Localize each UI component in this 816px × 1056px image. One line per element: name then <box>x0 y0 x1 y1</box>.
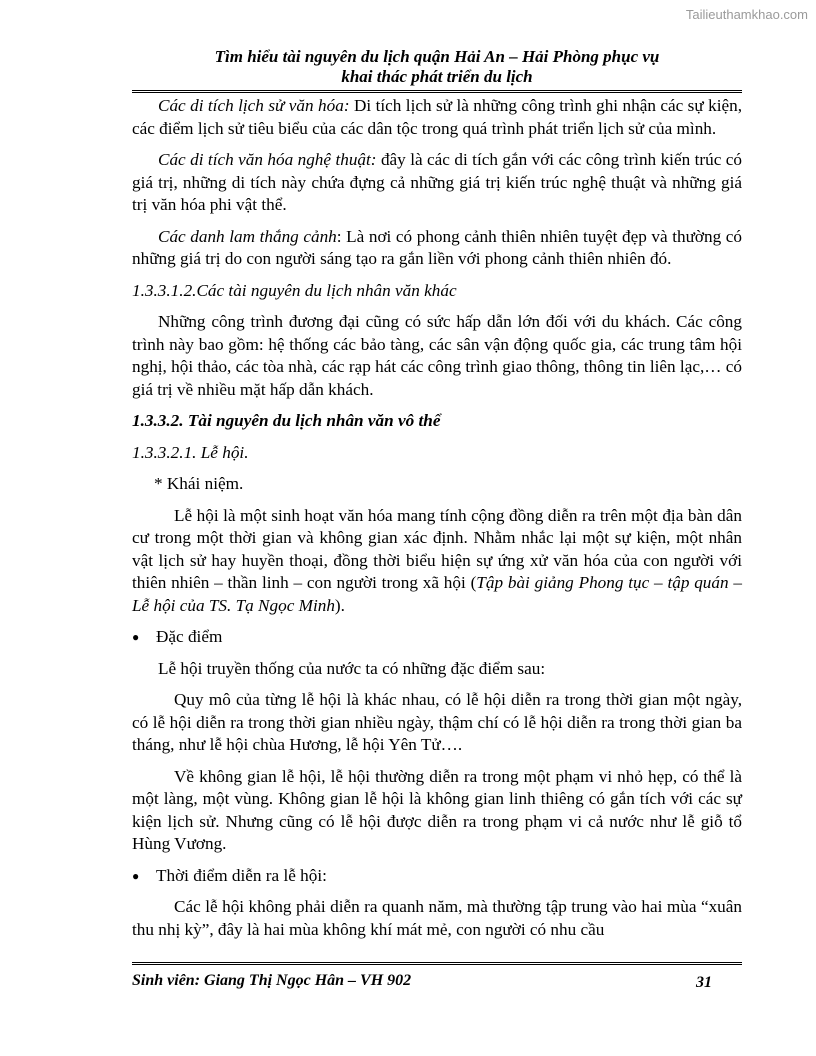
bullet-characteristics-label: Đặc điểm <box>156 627 223 646</box>
citation-end: ). <box>334 595 345 615</box>
bullet-dot-icon: ● <box>132 868 140 883</box>
paragraph-traditional-festivals: Lễ hội truyền thống của nước ta có những đặc điểm sau: <box>158 658 546 678</box>
page-number: 31 <box>696 974 712 991</box>
paragraph-landscapes <box>132 226 742 271</box>
text-historic-relics: Di tích lịch sử là những công trình ghi nhận các sự kiện, các điểm lịch sử tiêu biểu của các dân tộc trong quá trình phát triển lịch sử của mình. <box>132 96 742 138</box>
text-art-relics: đây là các di tích gắn với các công trình kiến trúc có giá trị, những di tích này chứa đựng cả những giá trị kiến trúc nghệ thuật và những giá trị văn hóa phi vật thể. <box>132 150 742 214</box>
concept-label: * Khái niệm. <box>154 474 244 493</box>
document-body <box>132 95 742 950</box>
paragraph-festival-definition <box>132 505 742 618</box>
heading-1-3-3-1-2: 1.3.3.1.2.Các tài nguyên du lịch nhân văn khác <box>132 280 457 300</box>
term-historic-relics: Các di tích lịch sử văn hóa: <box>158 96 350 115</box>
footer-student: Sinh viên: Giang Thị Ngọc Hân – VH 902 <box>132 972 412 989</box>
page-header <box>132 47 742 87</box>
watermark: Tailieuthamkhao.com <box>685 7 808 22</box>
paragraph-festival-scale: Quy mô của từng lễ hội là khác nhau, có lễ hội diễn ra trong thời gian một ngày, có lễ hội diễn ra trong thời gian nhiều ngày, thậm chí có lễ hội diễn ra trong thời gian ba tháng, như lễ hội chùa Hương, lễ hội Yên Tử…. <box>132 690 742 754</box>
heading-1-3-3-2-1: 1.3.3.2.1. Lễ hội. <box>132 442 249 462</box>
header-title-line-1: Tìm hiểu tài nguyên du lịch quận Hải An – Hải Phòng phục vụ <box>214 47 660 66</box>
footer-rule <box>132 962 742 965</box>
paragraph-modern-works: Những công trình đương đại cũng có sức hấp dẫn lớn đối với du khách. Các công trình này bao gồm: hệ thống các bảo tàng, các sân vận động quốc gia, các trung tâm hội nghị, hội thảo, các tòa nhà, các rạp hát các công trình giao thông, thông tin liên lạc,… có giá trị về nhiều mặt hấp dẫn khách. <box>132 312 742 399</box>
paragraph-festival-seasons: Các lễ hội không phải diễn ra quanh năm, mà thường tập trung vào hai mùa “xuân thu nhị kỳ”, đây là hai mùa không khí mát mẻ, con người có nhu cầu <box>132 897 742 939</box>
paragraph-historic-relics <box>132 95 742 140</box>
term-art-relics: Các di tích văn hóa nghệ thuật: <box>158 150 377 169</box>
text-landscapes: : Là nơi có phong cảnh thiên nhiên tuyệt đẹp và thường có những giá trị do con người sáng tạo ra gắn liền với phong cảnh thiên nhiên đó. <box>132 226 743 268</box>
paragraph-festival-space: Về không gian lễ hội, lễ hội thường diễn ra trong một phạm vi nhỏ hẹp, có thể là một làng, một vùng. Không gian lễ hội là không gian linh thiêng có gắn tích với các sự kiện lịch sử. Nhưng cũng có lễ hội được diễn ra trong phạm vi cả nước như lễ giỗ tổ Hùng Vương. <box>132 766 742 853</box>
bullet-festival-time <box>132 865 742 888</box>
text-festival-definition: Lễ hội là một sinh hoạt văn hóa mang tính cộng đồng diễn ra trên một địa bàn dân cư trong một thời gian và không gian xác định. Nhằm nhắc lại một sự kiện, một nhân vật lịch sử hay huyền thoại, đồng thời biểu hiện sự ứng xử văn hóa của con người với thiên nhiên – thần linh – con người trong xã hội ( <box>132 505 742 592</box>
citation-source: Tập bài giảng Phong tục – tập quán – Lễ hội của TS. Tạ Ngọc Minh <box>132 573 742 615</box>
paragraph-art-relics <box>132 149 742 217</box>
header-title-line-2: khai thác phát triển du lịch <box>341 67 533 86</box>
bullet-dot-icon: ● <box>132 630 140 644</box>
bullet-festival-time-label: Thời điểm diễn ra lễ hội: <box>156 865 327 885</box>
bullet-characteristics <box>132 626 742 649</box>
header-rule <box>132 90 742 93</box>
term-landscapes: Các danh lam thắng cảnh <box>158 226 337 246</box>
heading-1-3-3-2: 1.3.3.2. Tài nguyên du lịch nhân văn vô thể <box>132 411 441 430</box>
